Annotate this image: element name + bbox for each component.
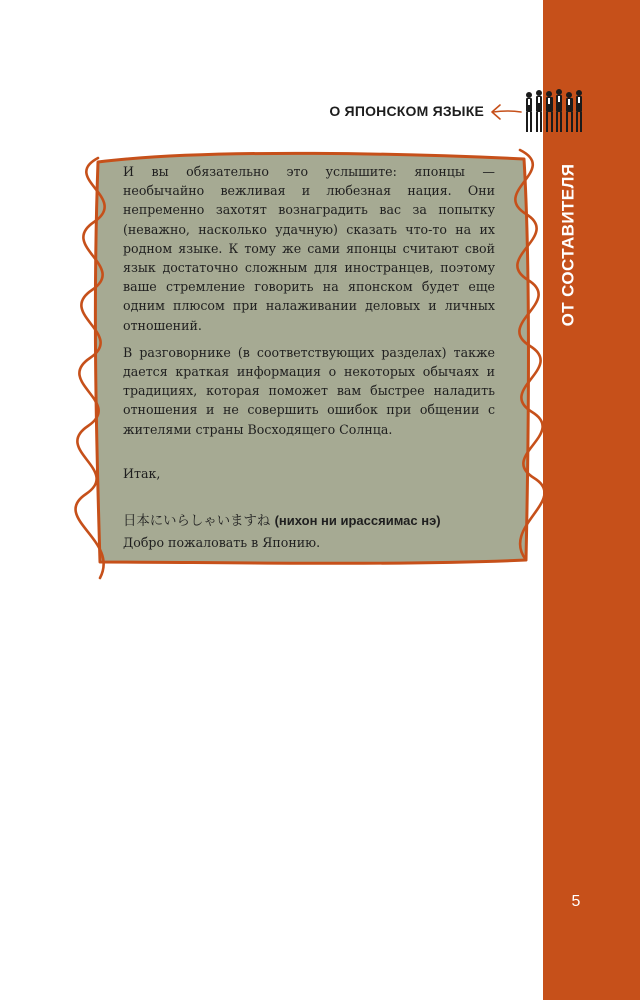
note-paragraph: И вы обязательно это услышите: японцы — необычайно вежливая и любезная нация. Они непременно захотят вознаградить вас за попытку (неважно, насколько удачную) сказать что-то на их родном языке. К тому же сами японцы считают свой язык достаточно сложным для иностранцев, поэтому ваше стремление говорить на японском будет еще одним плюсом при налаживании деловых и личных отношений. bbox=[123, 164, 495, 333]
section-heading: О ЯПОНСКОМ ЯЗЫКЕ bbox=[329, 103, 484, 119]
side-title-label: ОТ СОСТАВИТЕЛЯ bbox=[558, 163, 578, 327]
greeting-line: Итак, bbox=[123, 465, 161, 481]
japanese-phrase: 日本にいらしゃいますね bbox=[123, 514, 271, 530]
transliteration: (нихон ни ирассяимас нэ) bbox=[274, 513, 441, 529]
translation-line: Добро пожаловать в Японию. bbox=[123, 535, 321, 551]
note-text bbox=[123, 162, 495, 552]
note-paragraph: В разговорнике (в соответствующих разделах) также дается краткая информация о некоторых обычаях и традициях, которая поможет вам быстрее наладить отношения и не совершить ошибок при общении с жителями страны Восходящего Солнца. bbox=[123, 344, 495, 437]
page-number: 5 bbox=[571, 893, 581, 910]
japanese-phrase-line bbox=[123, 511, 495, 531]
